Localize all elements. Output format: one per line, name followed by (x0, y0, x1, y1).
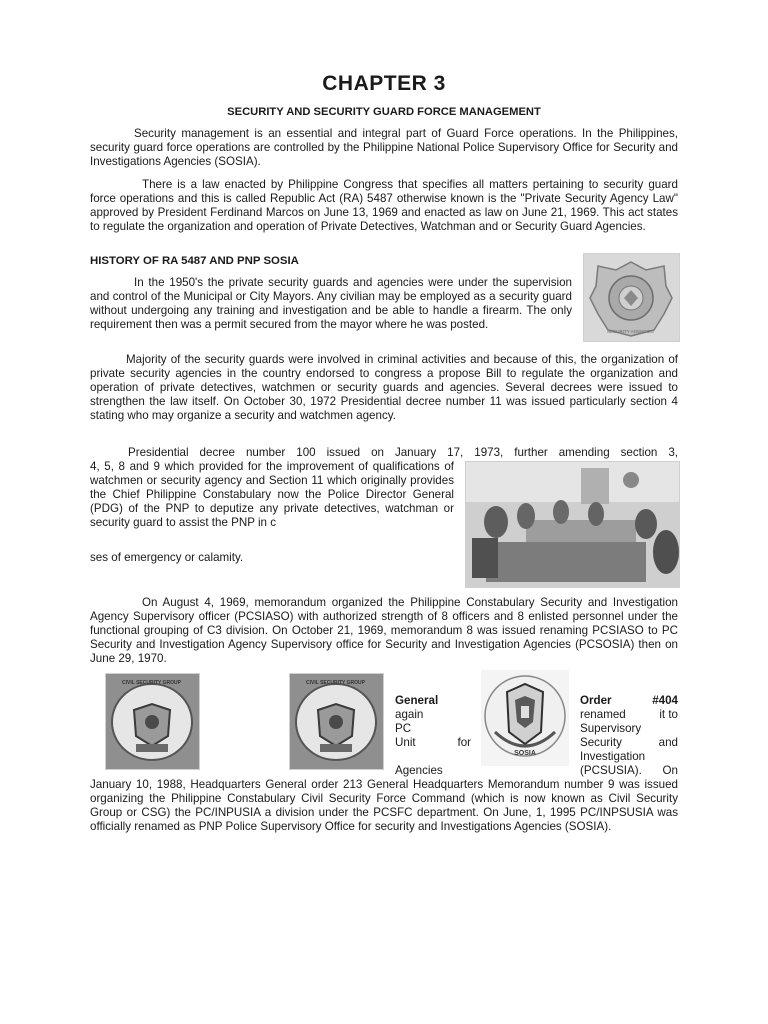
paragraph-1950s: In the 1950's the private security guards and agencies were under the supervision and control of the Municipal or City Mayors. Any civilian may be employed as a security guard without undergoing any training and investigation and be able to handle a firearm. The only requirement then was a permit secured from the mayor where he was posted. (90, 276, 572, 331)
left-col-row: Unit for (395, 736, 471, 749)
right-col-row: renamed it to (580, 708, 678, 721)
csg-logo-image-1 (105, 673, 200, 770)
left-col-row: PC (395, 722, 412, 735)
chapter-subtitle: SECURITY AND SECURITY GUARD FORCE MANAGEMENT (227, 106, 541, 118)
paragraph-pd100-first-line: Presidential decree number 100 issued on January 17, 1973, further amending section 3, (128, 446, 678, 459)
left-col-row: Agencies (395, 764, 443, 777)
sosia-badge-graphic (584, 254, 679, 341)
right-col-row: Security and (580, 736, 678, 749)
sosia-badge-caption: SECURITY AGENCIES (607, 329, 654, 334)
paragraph-ra5487: There is a law enacted by Philippine Congress that specifies all matters pertaining to security guard force operations and this is called Republic Act (RA) 5487 otherwise known is the "Private Security Agency Law" approved by President Ferdinand Marcos on June 13, 1969 and enacted as law on June 21, 1969. This act states to regulate the organization and operation of Private Detectives, Watchman and or Security Guard Agencies. (90, 178, 678, 233)
paragraph-majority: Majority of the security guards were involved in criminal activities and because of this, the organization of private security agencies in the country endorsed to congress a propose Bill to regulate the organization and operation of private detectives, watchmen or security guards and agencies. Several decrees were issued to strengthen the law itself. On October 30, 1972 Presidential decree number 11 was issued particularly section 4 stating who may organize a security and watchmen agency. (90, 353, 678, 422)
csg-logo-graphic-1 (106, 674, 199, 769)
paragraph-pd100-body: 4, 5, 8 and 9 which provided for the improvement of qualifications of watchmen or security agency and Section 11 which originally provides the Chief Philippine Constabulary now the Police Director General (PDG) of the PNP to deputize any private detectives, watchman or security guard to assist the PNP in c (90, 460, 454, 529)
csg-logo-graphic-2 (290, 674, 383, 769)
right-col-row: Order #404 (580, 694, 678, 707)
paragraph-august-1969: On August 4, 1969, memorandum organized the Philippine Constabulary Security and Investigation Agency Supervisory officer (PCSIASO) with authorized strength of 8 officers and 8 enlisted personnel under the functional grouping of C3 division. On October 21, 1969, memorandum 8 was issued renaming PCSIASO to PC Security and Investigation Agency Supervisory office for Security and Investigation Agencies (PCSOSIA) then on June 29, 1970. (90, 596, 678, 665)
right-col-row: Investigation (580, 750, 646, 763)
general-order-left-column (395, 694, 471, 778)
csg-logo-caption-2: CIVIL SECURITY GROUP (306, 680, 365, 686)
left-col-row: again (395, 708, 424, 721)
sosia-logo-caption: SOSIA (514, 750, 536, 757)
history-heading: HISTORY OF RA 5487 AND PNP SOSIA (90, 255, 299, 267)
paragraph-pd100-tail: ses of emergency or calamity. (90, 551, 244, 564)
csg-logo-image-2 (289, 673, 384, 770)
paragraph-security-management: Security management is an essential and integral part of Guard Force operations. In the Philippines, security guard force operations are controlled by the Philippine National Police Supervisory Office for Security and Investigations Agencies (SOSIA). (90, 127, 678, 168)
paragraph-1988: January 10, 1988, Headquarters General order 213 General Headquarters Memorandum number 9 was issued organizing the Philippine Constabulary Civil Security Force Command (which is now known as Civil Security Group or CSG) the PC/INPUSIA a division under the PCSFC department. On June, 1, 1995 PC/INPSUSIA was officially renamed as PNP Police Supervisory Office for security and Investigations Agencies (SOSIA). (90, 778, 678, 833)
meeting-photo (465, 461, 680, 588)
general-order-right-column (580, 694, 678, 778)
chapter-title: CHAPTER 3 (322, 72, 446, 95)
left-col-row: General (395, 694, 439, 707)
csg-logo-caption-1: CIVIL SECURITY GROUP (122, 680, 181, 686)
right-col-row: (PCSUSIA). On (580, 764, 678, 777)
meeting-photo-graphic (466, 462, 679, 587)
right-col-row: Supervisory (580, 722, 642, 735)
